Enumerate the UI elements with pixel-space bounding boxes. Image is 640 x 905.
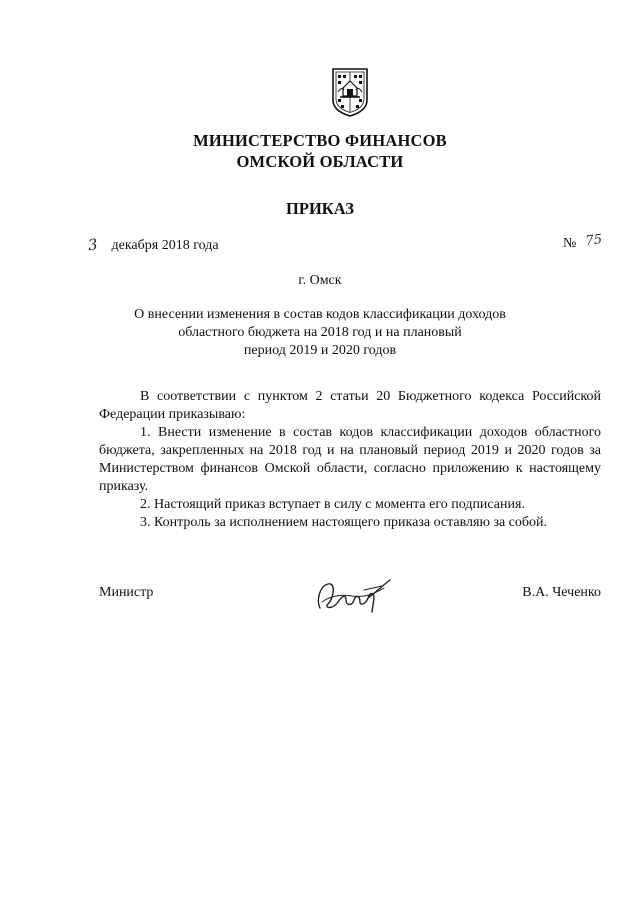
- handwritten-number: 75: [584, 232, 603, 249]
- number-label: №: [563, 236, 577, 251]
- item-2-paragraph: 2. Настоящий приказ вступает в силу с момента его подписания.: [140, 497, 525, 512]
- document-body: [99, 388, 601, 532]
- signatory-title: Министр: [99, 585, 154, 600]
- document-number: [563, 232, 603, 253]
- document-subject: [0, 306, 640, 360]
- date-text: декабря 2018 года: [111, 238, 219, 253]
- subject-line3: период 2019 и 2020 годов: [243, 343, 397, 358]
- handwritten-day: 3: [86, 235, 99, 255]
- subject-line2: областного бюджета на 2018 год и на плановый: [178, 325, 462, 340]
- signatory-name: В.А. Чеченко: [522, 585, 601, 600]
- item-1-paragraph: 1. Внести изменение в состав кодов классификации доходов областного бюджета, закрепленных на 2018 год и на плановый период 2019 и 2020 годов за Министерством финансов Омской области, согласно приложению к настоящему приказу.: [99, 425, 601, 494]
- subject-line1: О внесении изменения в состав кодов классификации доходов: [134, 307, 506, 322]
- document-type-title: ПРИКАЗ: [286, 199, 354, 218]
- organization-name: [0, 130, 640, 172]
- document-date: [88, 235, 219, 255]
- handwritten-signature-icon: [312, 572, 402, 618]
- omsk-region-coat-of-arms-icon: [330, 66, 370, 118]
- document-city: г. Омск: [298, 273, 342, 288]
- organization-name-line2: ОМСКОЙ ОБЛАСТИ: [236, 152, 404, 171]
- preamble-paragraph: В соответствии с пунктом 2 статьи 20 Бюджетного кодекса Российской Федерации приказываю:: [99, 389, 601, 422]
- item-3-paragraph: 3. Контроль за исполнением настоящего приказа оставляю за собой.: [140, 515, 548, 530]
- signature-block: [99, 578, 601, 618]
- organization-name-line1: МИНИСТЕРСТВО ФИНАНСОВ: [193, 131, 447, 150]
